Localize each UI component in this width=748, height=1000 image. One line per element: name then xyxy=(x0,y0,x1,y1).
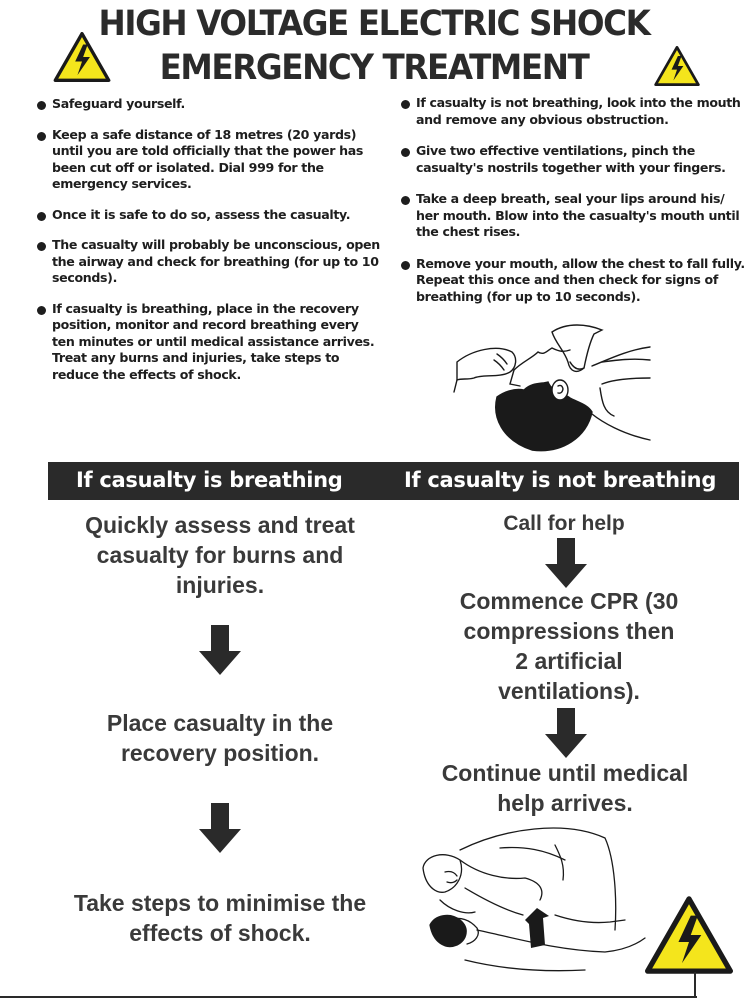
arrow-down-icon xyxy=(197,803,243,853)
arrow-down-icon xyxy=(543,708,589,758)
instruction-item: Keep a safe distance of 18 metres (20 yards) until you are told officially that the power has been cut off or isolated. Dial 999 for the emergency services. xyxy=(36,127,381,193)
instruction-item: If casualty is not breathing, look into the mouth and remove any obvious obstruction. xyxy=(400,95,745,128)
instruction-item: If casualty is breathing, place in the recovery position, monitor and record breathing every ten minutes or until medical assistance arrives. Treat any burns and injuries, take steps to reduce the effects of shock. xyxy=(36,301,381,384)
arrow-down-icon xyxy=(543,538,589,588)
page-title xyxy=(26,2,722,90)
step-call-for-help: Call for help xyxy=(503,512,625,535)
step-minimise-shock: Take steps to minimise the effects of shock. xyxy=(73,890,367,946)
section-header-bar xyxy=(48,462,739,500)
step-recovery-position: Place casualty in the recovery position. xyxy=(106,710,334,766)
arrow-down-icon xyxy=(197,625,243,675)
rescue-breathing-illustration xyxy=(405,820,665,980)
high-voltage-warning-icon xyxy=(653,46,701,86)
instruction-item: Remove your mouth, allow the chest to fall fully. Repeat this once and then check for signs of breathing (for up to 10 seconds). xyxy=(400,256,745,306)
bottom-rule xyxy=(0,996,697,998)
sign-post xyxy=(694,972,696,998)
instruction-item: Once it is safe to do so, assess the casualty. xyxy=(36,207,381,224)
heading-breathing: If casualty is breathing xyxy=(76,468,343,492)
high-voltage-warning-icon xyxy=(645,895,733,975)
instruction-item: Take a deep breath, seal your lips around his/ her mouth. Blow into the casualty's mouth until the chest rises. xyxy=(400,191,745,241)
instruction-item: The casualty will probably be unconscious, open the airway and check for breathing (for up to 10 seconds). xyxy=(36,237,381,287)
heading-not-breathing: If casualty is not breathing xyxy=(404,468,717,492)
high-voltage-warning-icon xyxy=(53,32,111,82)
title-line-1: HIGH VOLTAGE ELECTRIC SHOCK xyxy=(98,4,650,44)
title-line-2: EMERGENCY TREATMENT xyxy=(159,48,589,88)
instruction-item: Give two effective ventilations, pinch the casualty's nostrils together with your fingers. xyxy=(400,143,745,176)
instructions-right-list xyxy=(400,95,745,320)
step-commence-cpr: Commence CPR (30 compressions then 2 artificial ventilations). xyxy=(459,588,679,704)
step-continue-until-help: Continue until medical help arrives. xyxy=(441,760,689,816)
step-assess-treat: Quickly assess and treat casualty for burns and injuries. xyxy=(85,512,355,598)
instructions-left-list xyxy=(36,96,381,397)
head-tilt-airway-illustration xyxy=(452,322,652,452)
instruction-item: Safeguard yourself. xyxy=(36,96,381,113)
